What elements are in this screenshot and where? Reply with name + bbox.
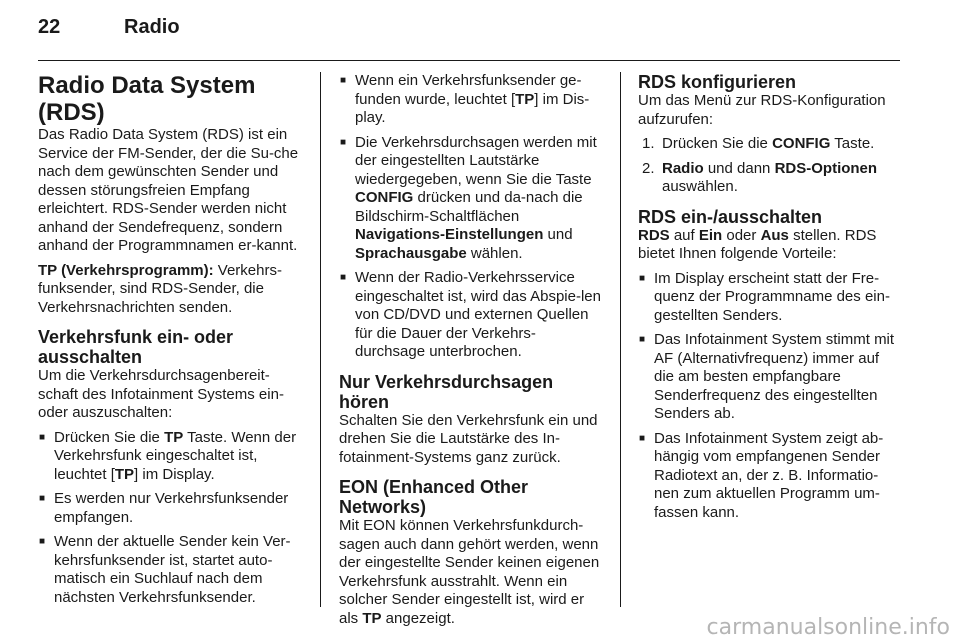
column-2 [339,72,604,634]
list-item: ■ Das Infotainment System zeigt ab-hängig vom empfangenen Sender Radiotext an, der z. B. Informatio-nen zum aktuellen Programm um-fassen kann. [638,430,900,523]
page-header [38,16,180,39]
page-number: 22 [38,16,61,38]
main-heading: Radio Data System (RDS) [38,72,256,126]
column-divider [620,72,621,607]
rds-intro: Das Radio Data System (RDS) ist ein Service der FM-Sender, der die Su-che nach dem gewünschten Sender und dessen störungsfreien Empfang erleichtert. RDS-Sender werden nicht anhand der Sendefrequenz, sondern anhand der Programmnamen er-kannt. [38,126,299,254]
heading-rds-toggle: RDS ein-/ausschalten [638,206,823,227]
bullet-list [339,72,604,362]
list-item: 1. Drücken Sie die CONFIG Taste. [642,135,875,152]
traffic-toggle-text: Um die Verkehrsdurchsagenbereit-schaft des Infotainment Systems ein- oder auszuschalten: [38,367,284,421]
bullet-list [38,429,304,608]
bullet-list [638,270,900,523]
heading-traffic-toggle: Verkehrsfunk ein- oder ausschalten [38,327,234,367]
steps-list [638,135,900,197]
list-item: ■ Drücken Sie die TP Taste. Wenn der Verkehrsfunk eingeschaltet ist, leuchtet [TP] im Display. [38,429,304,485]
heading-traffic-only: Nur Verkehrsdurchsagen hören [339,371,554,412]
eon-text: Mit EON können Verkehrsfunkdurch-sagen auch dann gehört werden, wenn der eingestellte Sender keinen eigenen Verkehrsfunk ausstrahlt. Wenn ein solcher Sender eingestellt ist, wird er als TP angezeigt. [339,517,600,627]
list-item: ■ Im Display erscheint statt der Fre-quenz der Programmname des ein-gestellten Senders. [638,270,900,326]
section-title: Radio [124,16,180,38]
list-item: ■ Wenn ein Verkehrsfunksender ge-funden wurde, leuchtet [TP] im Dis-play. [339,72,604,128]
traffic-only-text: Schalten Sie den Verkehrsfunk ein und drehen Sie die Lautstärke des In-fotainment-Systems ganz zurück. [339,411,598,466]
watermark: carmanualsonline.info [706,615,950,640]
list-item: ■ Wenn der aktuelle Sender kein Ver-kehrsfunksender ist, startet auto-matisch ein Suchlauf nach dem nächsten Verkehrsfunksender. [38,533,304,607]
heading-eon: EON (Enhanced Other Networks) [339,477,529,517]
column-1 [38,72,304,613]
list-item: ■ Wenn der Radio-Verkehrsservice eingeschaltet ist, wird das Abspie-len von CD/DVD und externen Quellen für die Dauer der Verkehrs-durchsage unterbrochen. [339,269,604,362]
tp-label: TP (Verkehrsprogramm): [38,261,214,279]
column-divider [320,72,321,607]
list-item: ■ Die Verkehrsdurchsagen werden mit der eingestellten Lautstärke wiedergegeben, wenn Sie die Taste CONFIG drücken und da-nach die Bildschirm-Schaltflächen Navigations-Einstellungen und Sprachausgabe wählen. [339,134,604,264]
list-item: 2. Radio und dann RDS-Optionen auswählen. [642,159,878,195]
header-rule [38,60,900,61]
rds-toggle-text: RDS auf Ein oder Aus stellen. RDS bietet Ihnen folgende Vorteile: [638,226,877,262]
tp-definition: TP (Verkehrsprogramm): Verkehrs-funksender, sind RDS-Sender, die Verkehrsnachrichten senden. [38,261,282,316]
heading-rds-config: RDS konfigurieren [638,72,797,92]
column-3 [638,72,900,528]
list-item: ■ Es werden nur Verkehrsfunksender empfangen. [38,490,304,527]
list-item: ■ Das Infotainment System stimmt mit AF (Alternativfrequenz) immer auf die am besten empfangbare Senderfrequenz des eingestellten Senders ab. [638,331,900,424]
rds-config-text: Um das Menü zur RDS-Konfiguration aufzurufen: [638,92,886,128]
